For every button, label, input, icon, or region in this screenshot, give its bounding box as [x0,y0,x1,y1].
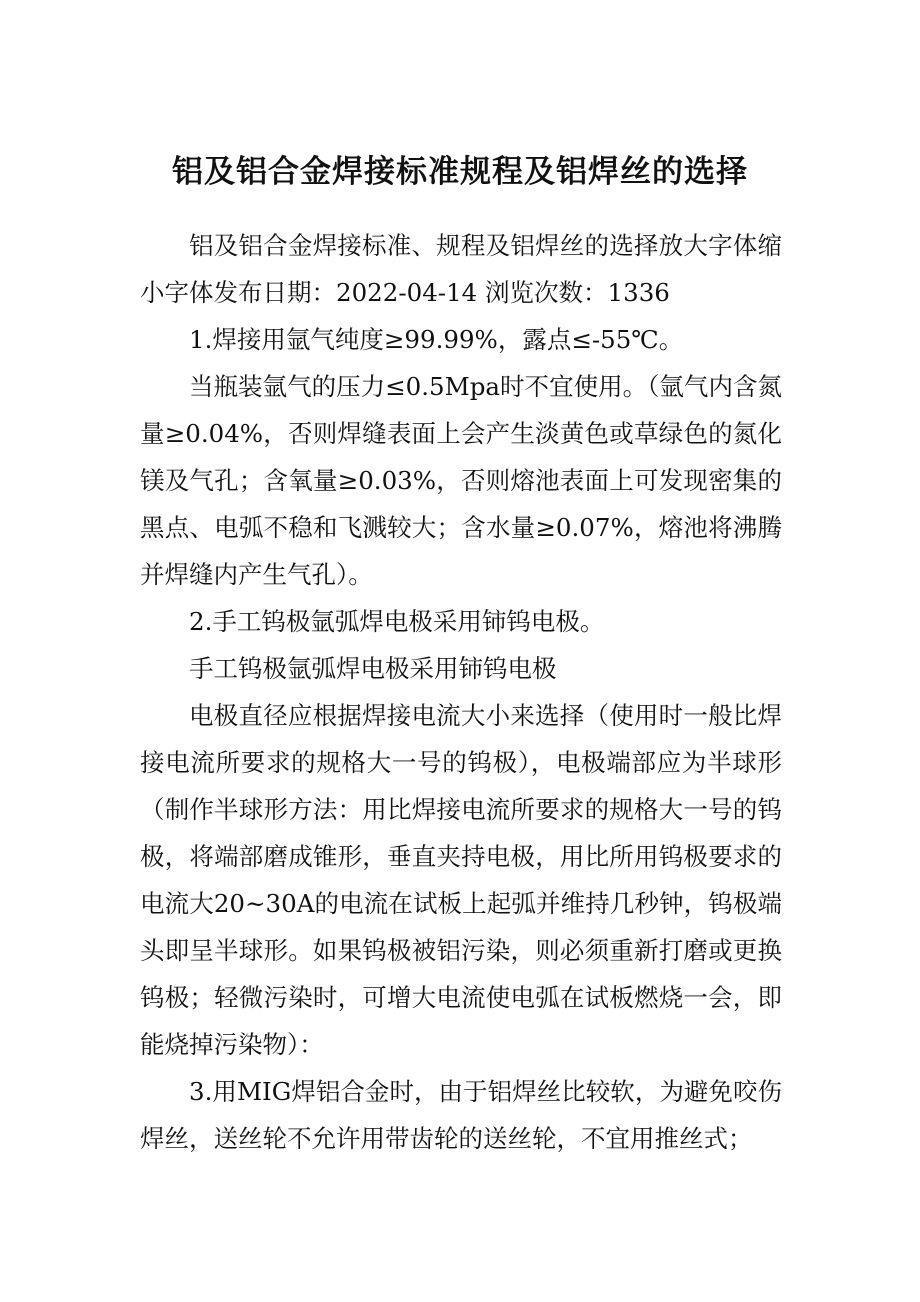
paragraph-electrode: 2.手工钨极氩弧焊电极采用铈钨电极。 [189,607,605,636]
paragraph-intro: 铝及铝合金焊接标准、规程及铝焊丝的选择放大字体缩小字体发布日期：2022-04-14 浏览次数：1336 [140,231,782,307]
paragraph-mig-welding: 3.用MIG焊铝合金时，由于铝焊丝比较软，为避免咬伤焊丝，送丝轮不允许用带齿轮的送丝轮，不宜用推丝式； [140,1077,782,1153]
paragraph-electrode-subheading: 手工钨极氩弧焊电极采用铈钨电极 [189,654,557,683]
paragraph-argon-purity: 1.焊接用氩气纯度≥99.99%，露点≤-55℃。 [189,325,684,354]
document-body [140,222,782,1162]
paragraph-argon-pressure: 当瓶装氩气的压力≤0.5Mpa时不宜使用。（氩气内含氮量≥0.04%，否则焊缝表面上会产生淡黄色或草绿色的氮化镁及气孔；含氧量≥0.03%，否则熔池表面上可发现密集的黑点、电弧不稳和飞溅较大；含水量≥0.07%，熔池将沸腾并焊缝内产生气孔）。 [140,372,782,589]
paragraph-electrode-diameter: 电极直径应根据焊接电流大小来选择（使用时一般比焊接电流所要求的规格大一号的钨极），电极端部应为半球形（制作半球形方法：用比焊接电流所要求的规格大一号的钨极，将端部磨成锥形，垂直夹持电极，用比所用钨极要求的电流大20~30A的电流在试板上起弧并维持几秒钟，钨极端头即呈半球形。如果钨极被铝污染，则必须重新打磨或更换钨极；轻微污染时，可增大电流使电弧在试板燃烧一会，即能烧掉污染物）： [140,701,782,1059]
document-title: 铝及铝合金焊接标准规程及铝焊丝的选择 [172,154,748,190]
